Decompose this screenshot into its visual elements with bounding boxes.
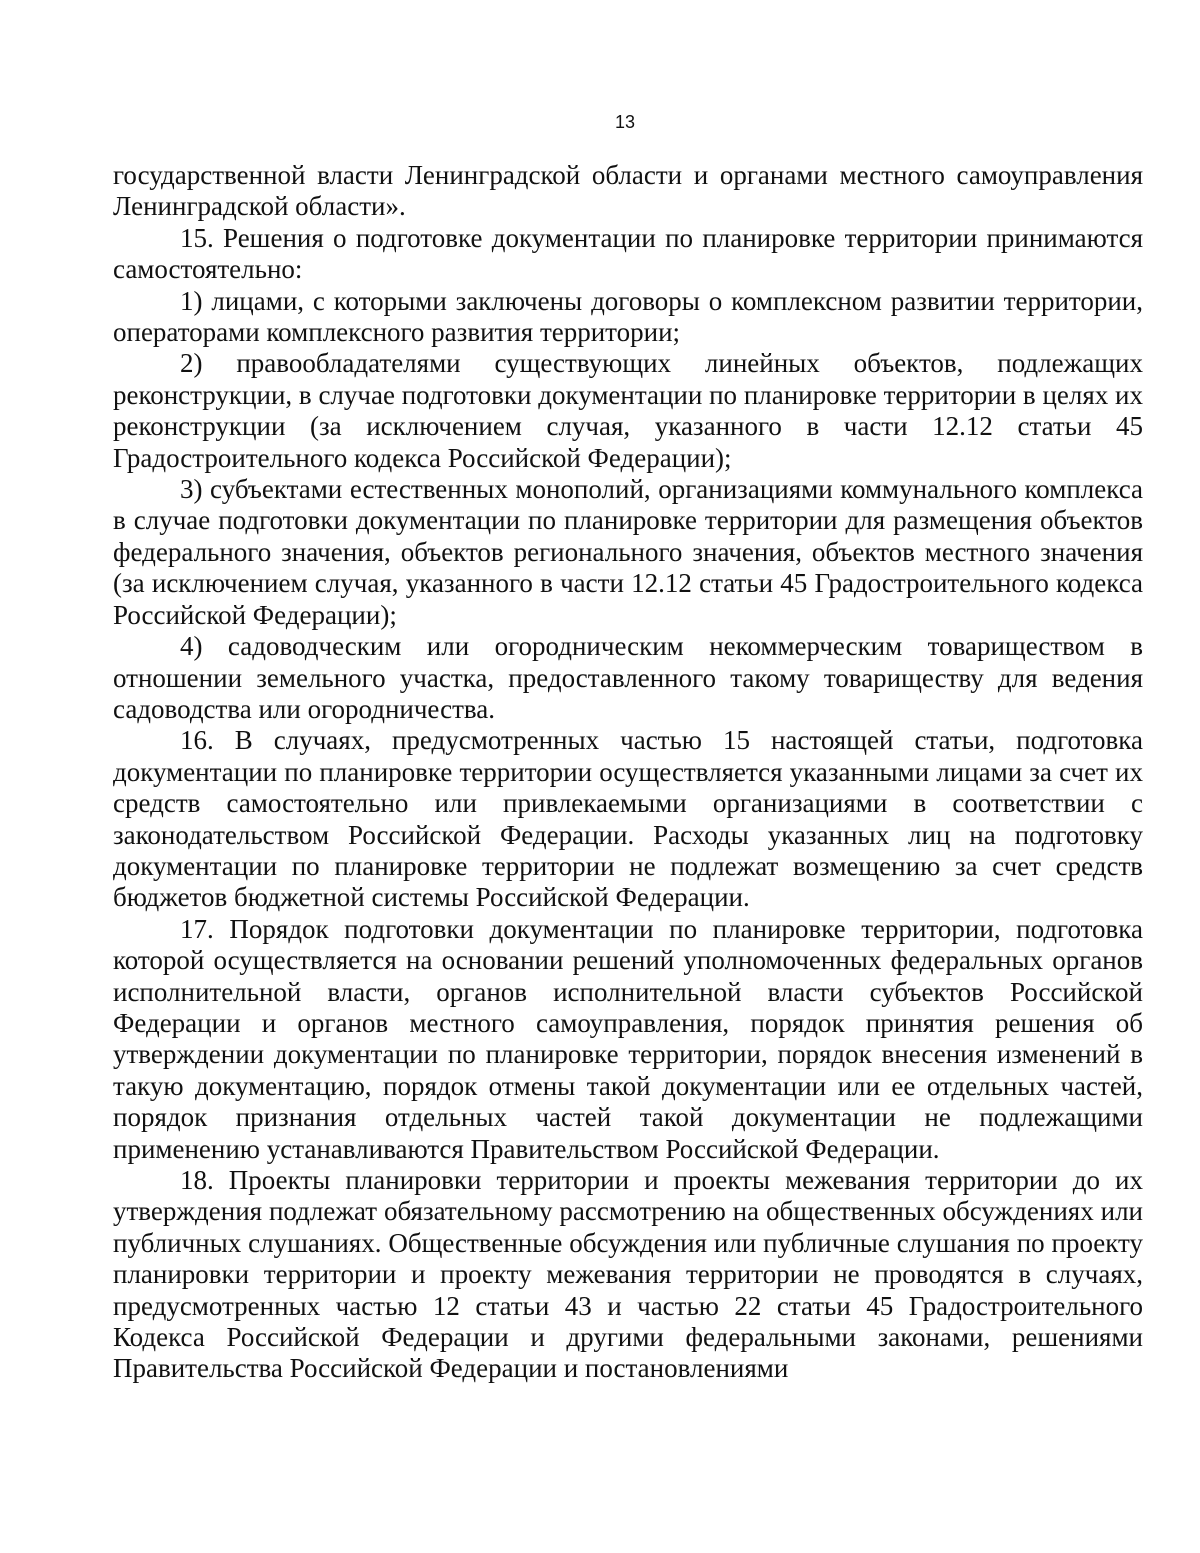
page-number: 13 [614, 112, 636, 132]
paragraph-continuation: государственной власти Ленинградской области и органами местного самоуправления Ленинградской области». [113, 160, 1143, 222]
paragraph-17: 17. Порядок подготовки документации по планировке территории, подготовка которой осуществляется на основании решений уполномоченных федеральных органов исполнительной власти, органов исполнительной власти субъектов Российской Федерации и органов местного самоуправления, порядок принятия решения об утверждении документации по планировке территории, порядок внесения изменений в такую документацию, порядок отмены такой документации или ее отдельных частей, порядок признания отдельных частей такой документации не подлежащими применению устанавливаются Правительством Российской Федерации. [113, 913, 1143, 1164]
paragraph-15-item-4: 4) садоводческим или огородническим некоммерческим товариществом в отношении земельного участка, предоставленного такому товариществу для ведения садоводства или огородничества. [113, 631, 1143, 724]
paragraph-15-item-3: 3) субъектами естественных монополий, организациями коммунального комплекса в случае подготовки документации по планировке территории для размещения объектов федерального значения, объектов регионального значения, объектов местного значения (за исключением случая, указанного в части 12.12 статьи 45 Градостроительного кодекса Российской Федерации); [113, 474, 1143, 630]
paragraph-15-item-2: 2) правообладателями существующих линейных объектов, подлежащих реконструкции, в случае подготовки документации по планировке территории в целях их реконструкции (за исключением случая, указанного в части 12.12 статьи 45 Градостроительного кодекса Российской Федерации); [113, 348, 1143, 473]
paragraph-15-item-1: 1) лицами, с которыми заключены договоры о комплексном развитии территории, операторами комплексного развития территории; [113, 285, 1143, 348]
paragraph-16: 16. В случаях, предусмотренных частью 15 настоящей статьи, подготовка документации по планировке территории осуществляется указанными лицами за счет их средств самостоятельно или привлекаемыми организациями в соответствии с законодательством Российской Федерации. Расходы указанных лиц на подготовку документации по планировке территории не подлежат возмещению за счет средств бюджетов бюджетной системы Российской Федерации. [113, 725, 1143, 913]
document-body [113, 160, 1143, 1385]
paragraph-15: 15. Решения о подготовке документации по планировке территории принимаются самостоятельно: [113, 222, 1143, 285]
paragraph-18: 18. Проекты планировки территории и проекты межевания территории до их утверждения подлежат обязательному рассмотрению на общественных обсуждениях или публичных слушаниях. Общественные обсуждения или публичные слушания по проекту планировки территории и проекту межевания территории не проводятся в случаях, предусмотренных частью 12 статьи 43 и частью 22 статьи 45 Градостроительного Кодекса Российской Федерации и другими федеральными законами, решениями Правительства Российской Федерации и постановлениями [113, 1165, 1143, 1384]
